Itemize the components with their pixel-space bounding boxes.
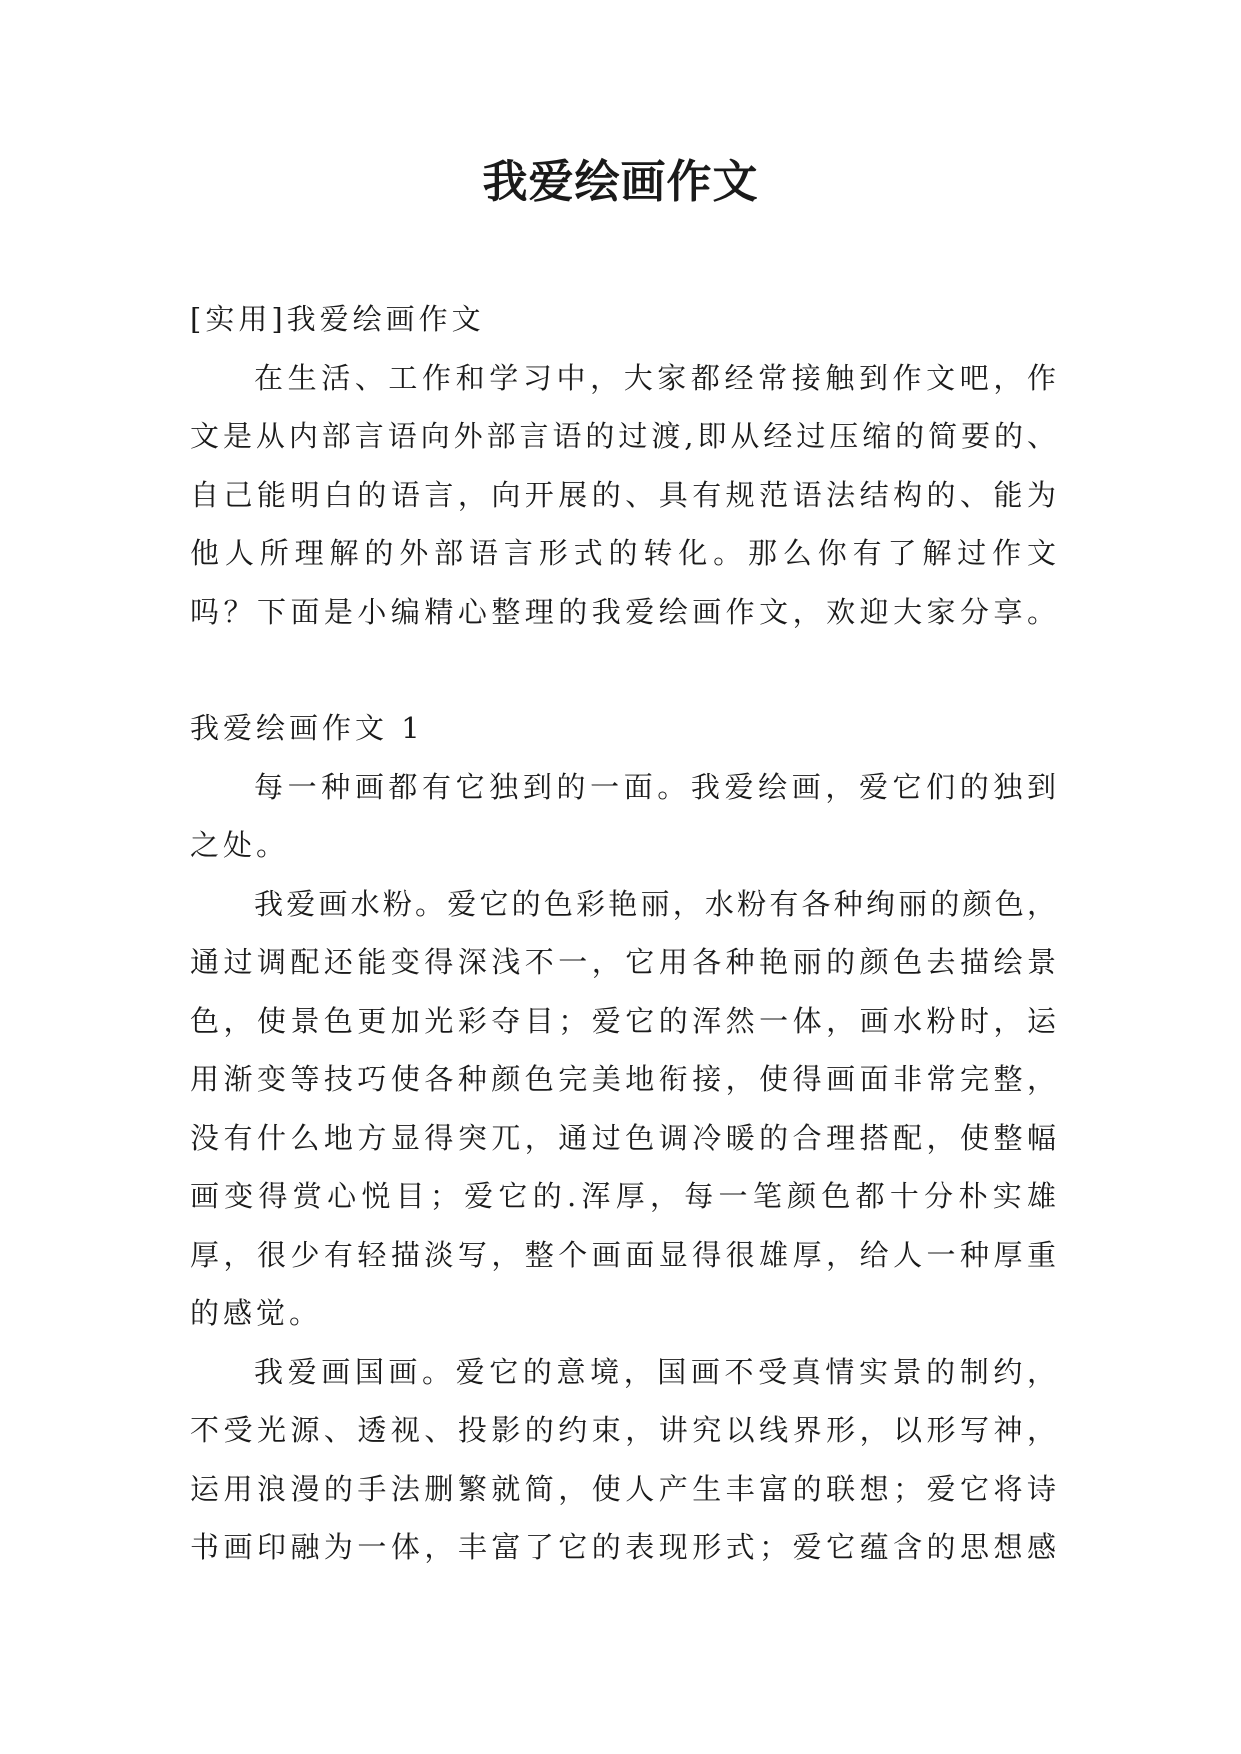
paragraph-line: 每一种画都有它独到的一面。我爱绘画，爱它们的独到 <box>254 769 1056 804</box>
essay-heading: 我爱绘画作文 1 <box>190 711 424 745</box>
intro-paragraph <box>190 349 1056 642</box>
paragraph-line: 的感觉。 <box>190 1296 323 1330</box>
paragraph-line: 书画印融为一体，丰富了它的表现形式；爱它蕴含的思想感 <box>190 1530 1056 1564</box>
paragraph-line: 不受光源、透视、投影的约束，讲究以线界形，以形写神， <box>190 1413 1056 1447</box>
document-title: 我爱绘画作文 <box>482 155 759 208</box>
paragraph-line: 之处。 <box>190 828 290 862</box>
paragraph-line: 色，使景色更加光彩夺目；爱它的浑然一体，画水粉时，运 <box>190 1003 1056 1038</box>
paragraph-line: 自己能明白的语言，向开展的、具有规范语法结构的、能为 <box>190 477 1056 512</box>
paragraph-line: 画变得赏心悦目；爱它的.浑厚，每一笔颜色都十分朴实雄 <box>190 1179 1056 1213</box>
paragraph-line: 通过调配还能变得深浅不一，它用各种艳丽的颜色去描绘景 <box>190 945 1056 979</box>
body-paragraph-1 <box>190 758 1056 875</box>
paragraph-line: 他人所理解的外部语言形式的转化。那么你有了解过作文 <box>190 536 1056 570</box>
paragraph-line: 吗？下面是小编精心整理的我爱绘画作文，欢迎大家分享。 <box>190 594 1056 629</box>
paragraph-line: 运用浪漫的手法删繁就简，使人产生丰富的联想；爱它将诗 <box>190 1471 1056 1506</box>
paragraph-line: 没有什么地方显得突兀，通过色调冷暖的合理搭配，使整幅 <box>190 1120 1056 1155</box>
paragraph-line: 我爱画国画。爱它的意境，国画不受真情实景的制约， <box>254 1354 1056 1389</box>
document-subtitle: [实用]我爱绘画作文 <box>190 302 485 336</box>
section-spacer <box>190 641 1056 699</box>
paragraph-line: 用渐变等技巧使各种颜色完美地衔接，使得画面非常完整， <box>190 1062 1056 1096</box>
paragraph-line: 在生活、工作和学习中，大家都经常接触到作文吧，作 <box>254 360 1056 395</box>
paragraph-line: 文是从内部言语向外部言语的过渡,即从经过压缩的简要的、 <box>190 419 1056 453</box>
body-paragraph-3 <box>190 1343 1056 1577</box>
paragraph-line: 厚，很少有轻描淡写，整个画面显得很雄厚，给人一种厚重 <box>190 1237 1056 1272</box>
body-paragraph-2 <box>190 875 1056 1343</box>
document-body <box>190 290 1056 1577</box>
paragraph-line: 我爱画水粉。爱它的色彩艳丽，水粉有各种绚丽的颜色， <box>254 886 1056 921</box>
